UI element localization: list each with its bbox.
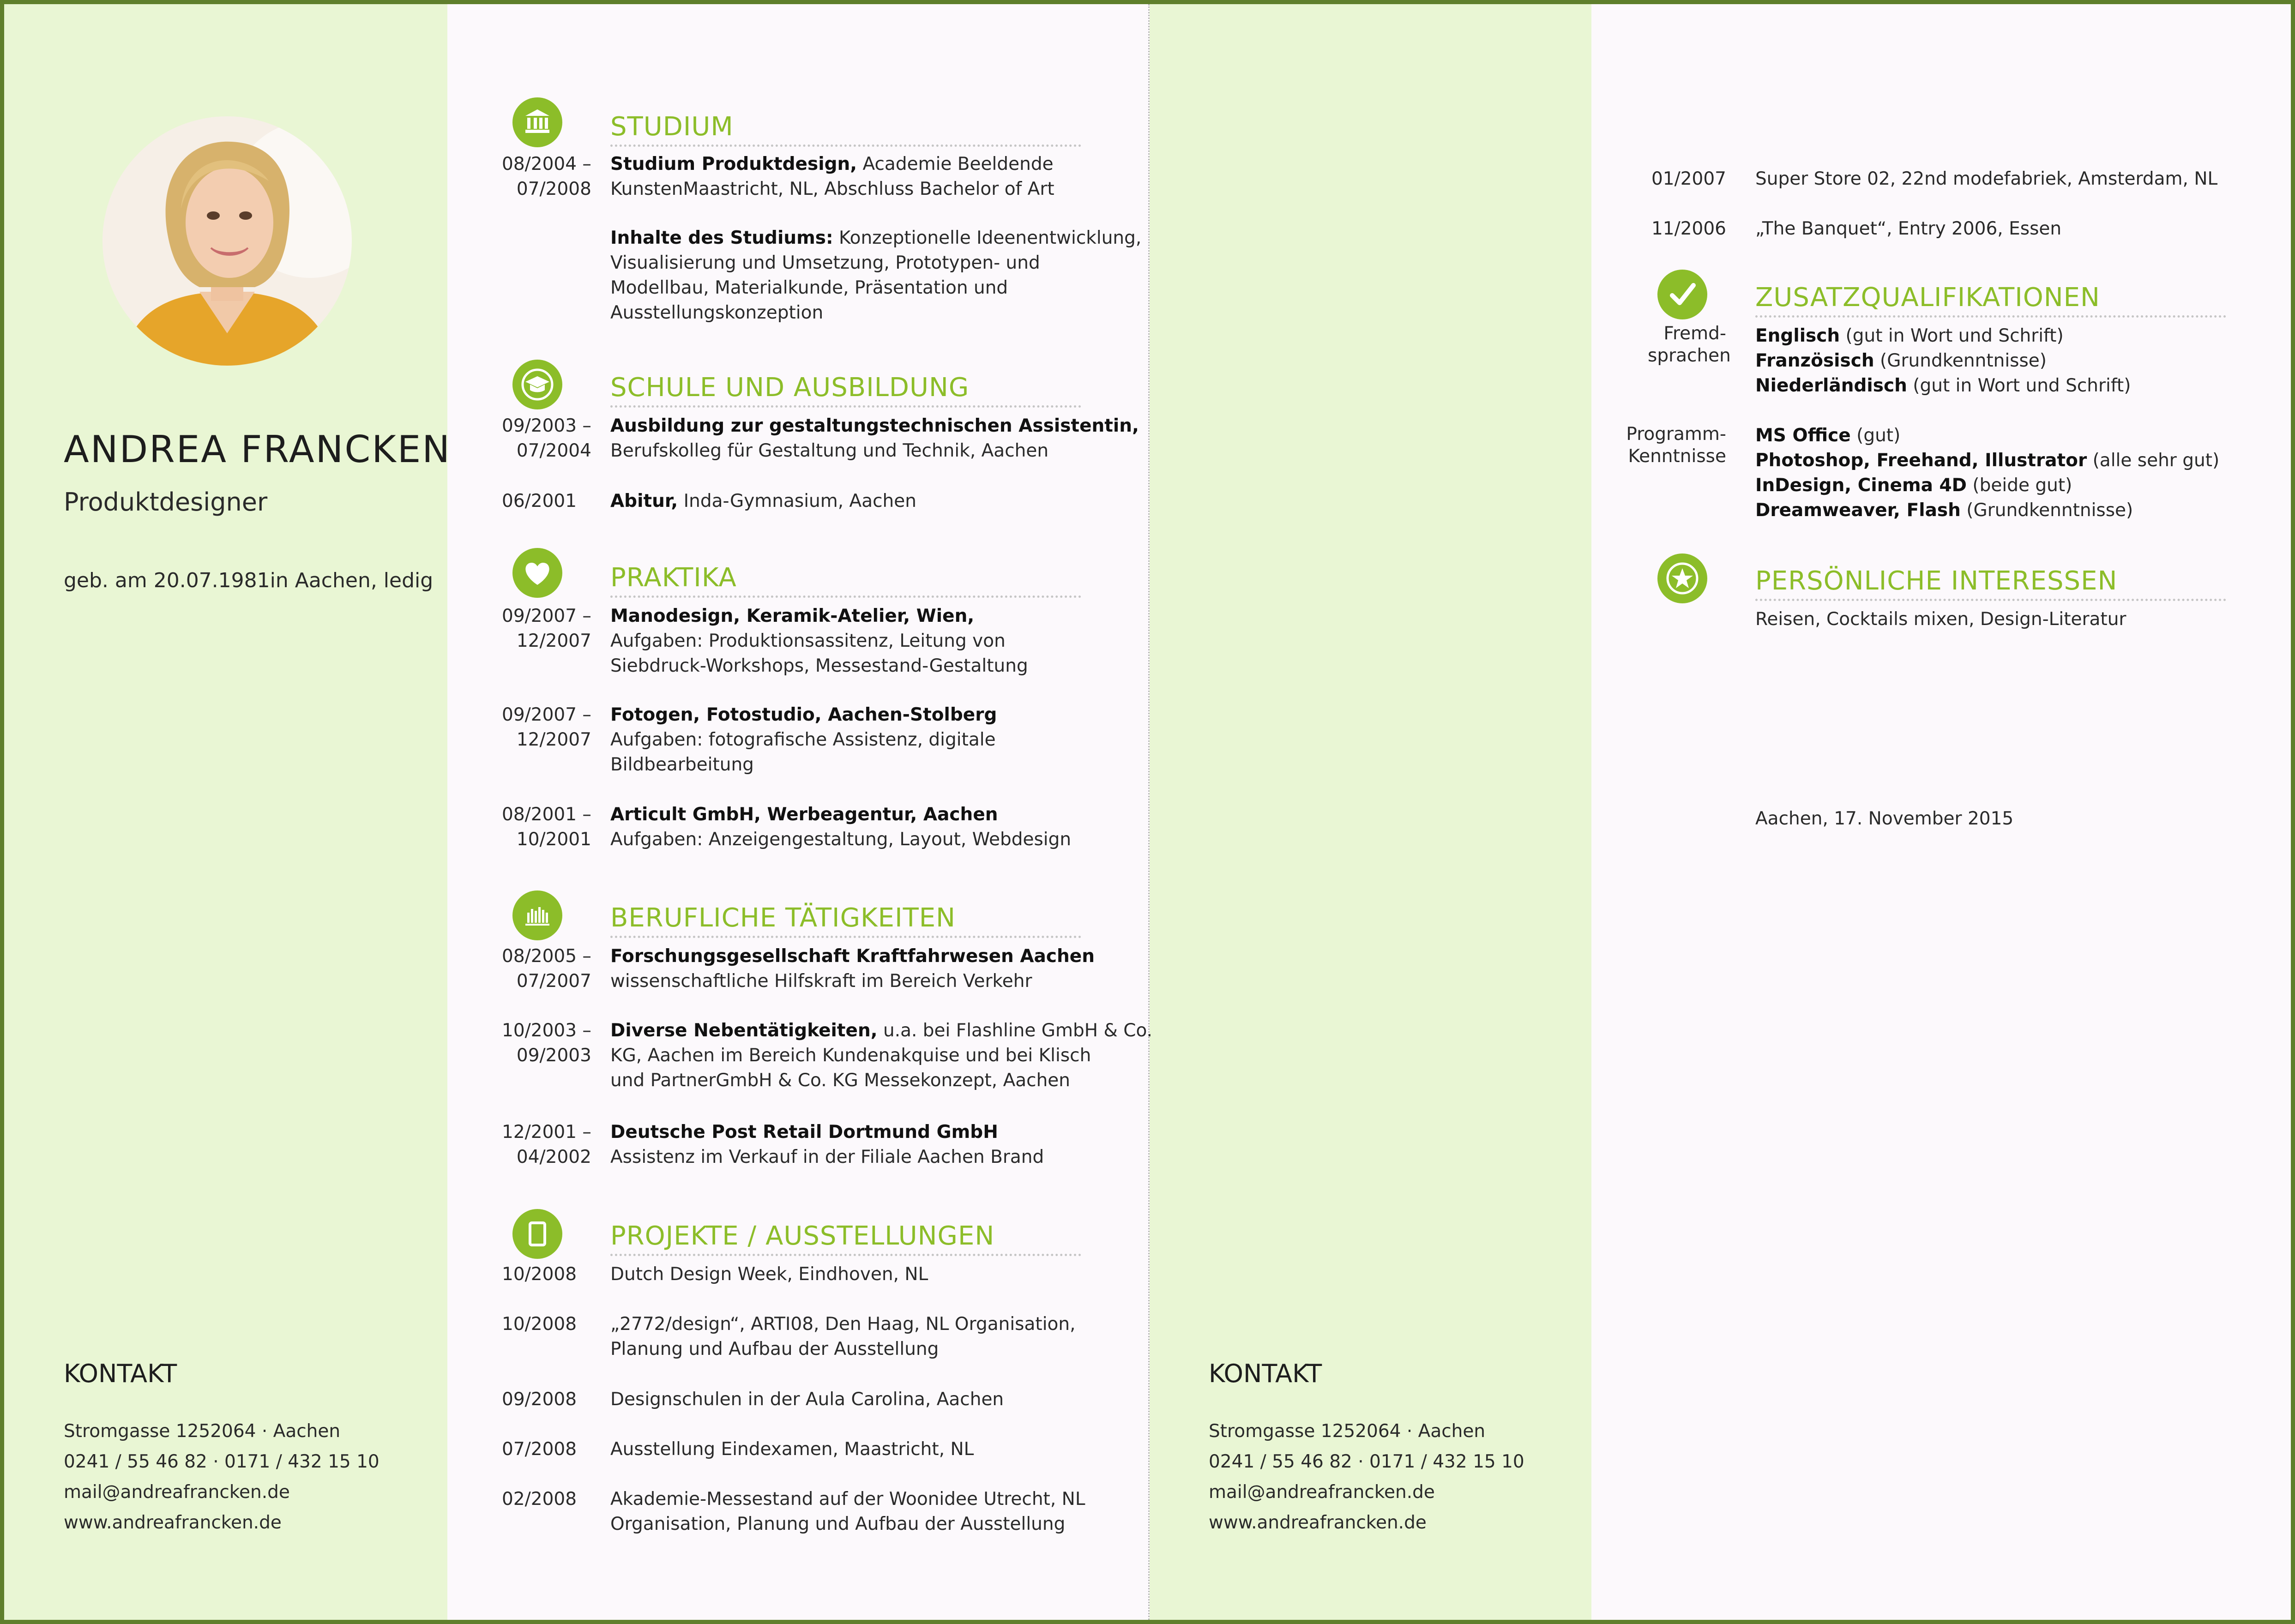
- entry-praktika-3: Articult GmbH, Werbeagentur, Aachen Aufgaben: Anzeigengestaltung, Layout, Webdesign: [610, 804, 1072, 850]
- institution-icon: [512, 97, 562, 147]
- entry-beruf-3: Deutsche Post Retail Dortmund GmbH Assistenz im Verkauf in der Filiale Aachen Brand: [610, 1122, 1044, 1167]
- contact-phone: 0241 / 55 46 82 · 0171 / 432 15 10: [64, 1451, 379, 1472]
- tablet-icon: [512, 1209, 562, 1259]
- date-range: 08/2005 – 07/2007: [502, 946, 591, 992]
- date-single: 07/2008: [502, 1439, 577, 1460]
- label-programmkenntnisse: Programm- Kenntnisse: [1626, 424, 1726, 467]
- contact-website[interactable]: www.andreafrancken.de: [64, 1512, 282, 1533]
- entry-schule-2: Abitur, Inda-Gymnasium, Aachen: [610, 491, 916, 511]
- entry-programme: MS Office (gut) Photoshop, Freehand, Illustrator (alle sehr gut) InDesign, Cinema 4D (beide gut) Dreamweaver, Flash (Grundkenntnisse): [1755, 425, 2220, 521]
- label-fremdsprachen: Fremd- sprachen: [1648, 323, 1731, 366]
- date-single: 01/2007: [1651, 168, 1726, 189]
- section-divider: [610, 144, 1081, 147]
- star-icon: [1657, 553, 1707, 603]
- date-single: 09/2008: [502, 1389, 577, 1410]
- section-title-praktika: PRAKTIKA: [610, 563, 737, 593]
- contact-email-2[interactable]: mail@andreafrancken.de: [1209, 1482, 1435, 1503]
- date-range: 10/2003 – 09/2003: [502, 1020, 591, 1066]
- fold-line: [1148, 4, 1150, 1620]
- date-single: 10/2008: [502, 1314, 577, 1335]
- date-range: 09/2003 – 07/2004: [502, 415, 591, 461]
- entry-schule-1: Ausbildung zur gestaltungstechnischen Assistentin, Berufskolleg für Gestaltung und Technik, Aachen: [610, 415, 1139, 461]
- contact-address-2: Stromgasse 1252064 · Aachen: [1209, 1421, 1486, 1442]
- section-divider: [610, 1254, 1081, 1256]
- section-divider: [610, 936, 1081, 938]
- section-divider: [610, 595, 1081, 598]
- entry-studium-2: Inhalte des Studiums: Konzeptionelle Ideenentwicklung, Visualisierung und Umsetzung, Prototypen- und Modellbau, Materialkunde, Präsentation und Ausstellungskonzeption: [610, 228, 1142, 323]
- section-title-studium: STUDIUM: [610, 112, 734, 142]
- entry-projekt-2: „2772/design“, ARTI08, Den Haag, NL Organisation, Planung und Aufbau der Ausstellung: [610, 1314, 1076, 1359]
- section-divider: [1755, 599, 2226, 601]
- profile-photo: [102, 116, 352, 366]
- entry-praktika-2: Fotogen, Fotostudio, Aachen-Stolberg Aufgaben: fotografische Assistenz, digitale Bildbearbeitung: [610, 704, 997, 775]
- date-range: 08/2001 – 10/2001: [502, 804, 591, 850]
- entry-projekt-5: Akademie-Messestand auf der Woonidee Utrecht, NL Organisation, Planung und Aufbau der Ausstellung: [610, 1489, 1085, 1534]
- section-title-zusatz: ZUSATZQUALIFIKATIONEN: [1755, 283, 2100, 313]
- entry-projekt-4: Ausstellung Eindexamen, Maastricht, NL: [610, 1439, 974, 1460]
- section-title-beruf: BERUFLICHE TÄTIGKEITEN: [610, 903, 956, 933]
- birth-info: geb. am 20.07.1981in Aachen, ledig: [64, 569, 434, 592]
- contact-website-2[interactable]: www.andreafrancken.de: [1209, 1512, 1427, 1533]
- date-range: 08/2004 – 07/2008: [502, 154, 591, 199]
- entry-studium-1: Studium Produktdesign, Academie Beeldende KunstenMaastricht, NL, Abschluss Bachelor of Art: [610, 154, 1054, 199]
- section-divider: [610, 405, 1081, 408]
- contact-email[interactable]: mail@andreafrancken.de: [64, 1482, 290, 1503]
- entry-beruf-1: Forschungsgesellschaft Kraftfahrwesen Aachen wissenschaftliche Hilfskraft im Bereich Verkehr: [610, 946, 1095, 992]
- contact-heading: KONTAKT: [64, 1359, 177, 1388]
- entry-praktika-1: Manodesign, Keramik-Atelier, Wien, Aufgaben: Produktionsassitenz, Leitung von Siebdruck-Workshops, Messestand-Gestaltung: [610, 606, 1028, 676]
- graduation-cap-icon: [512, 360, 562, 409]
- entry-projekt-1: Dutch Design Week, Eindhoven, NL: [610, 1264, 928, 1285]
- contact-heading-2: KONTAKT: [1209, 1359, 1322, 1388]
- entry-interessen: Reisen, Cocktails mixen, Design-Literatur: [1755, 609, 2126, 630]
- entry-projekt-3: Designschulen in der Aula Carolina, Aachen: [610, 1389, 1004, 1410]
- job-title: Produktdesigner: [64, 487, 268, 517]
- date-range: 09/2007 – 12/2007: [502, 704, 591, 750]
- section-title-interessen: PERSÖNLICHE INTERESSEN: [1755, 566, 2118, 596]
- date-range: 12/2001 – 04/2002: [502, 1122, 591, 1167]
- date-range: 09/2007 – 12/2007: [502, 606, 591, 651]
- section-title-schule: SCHULE UND AUSBILDUNG: [610, 373, 970, 403]
- date-single: 02/2008: [502, 1489, 577, 1510]
- entry-beruf-2: Diverse Nebentätigkeiten, u.a. bei Flashline GmbH & Co. KG, Aachen im Bereich Kundenakquise und bei Klisch und PartnerGmbH & Co. KG Messekonzept, Aachen: [610, 1020, 1153, 1091]
- person-name: ANDREA FRANCKEN: [64, 428, 452, 471]
- signature-place-date: Aachen, 17. November 2015: [1755, 808, 2014, 829]
- contact-phone-2: 0241 / 55 46 82 · 0171 / 432 15 10: [1209, 1451, 1524, 1472]
- bar-chart-icon: [512, 890, 562, 940]
- section-divider: [1755, 315, 2226, 318]
- date-single: 10/2008: [502, 1264, 577, 1285]
- section-title-projekte: PROJEKTE / AUSSTELLUNGEN: [610, 1221, 995, 1251]
- heart-icon: [512, 548, 562, 598]
- date-single: 11/2006: [1651, 218, 1726, 239]
- entry-sprachen: Englisch (gut in Wort und Schrift) Französisch (Grundkenntnisse) Niederländisch (gut in Wort und Schrift): [1755, 325, 2131, 396]
- date-single: 06/2001: [502, 491, 577, 511]
- contact-address: Stromgasse 1252064 · Aachen: [64, 1421, 341, 1442]
- entry-projekt-7: „The Banquet“, Entry 2006, Essen: [1755, 218, 2062, 239]
- checkmark-icon: [1657, 270, 1707, 319]
- entry-projekt-6: Super Store 02, 22nd modefabriek, Amsterdam, NL: [1755, 168, 2218, 189]
